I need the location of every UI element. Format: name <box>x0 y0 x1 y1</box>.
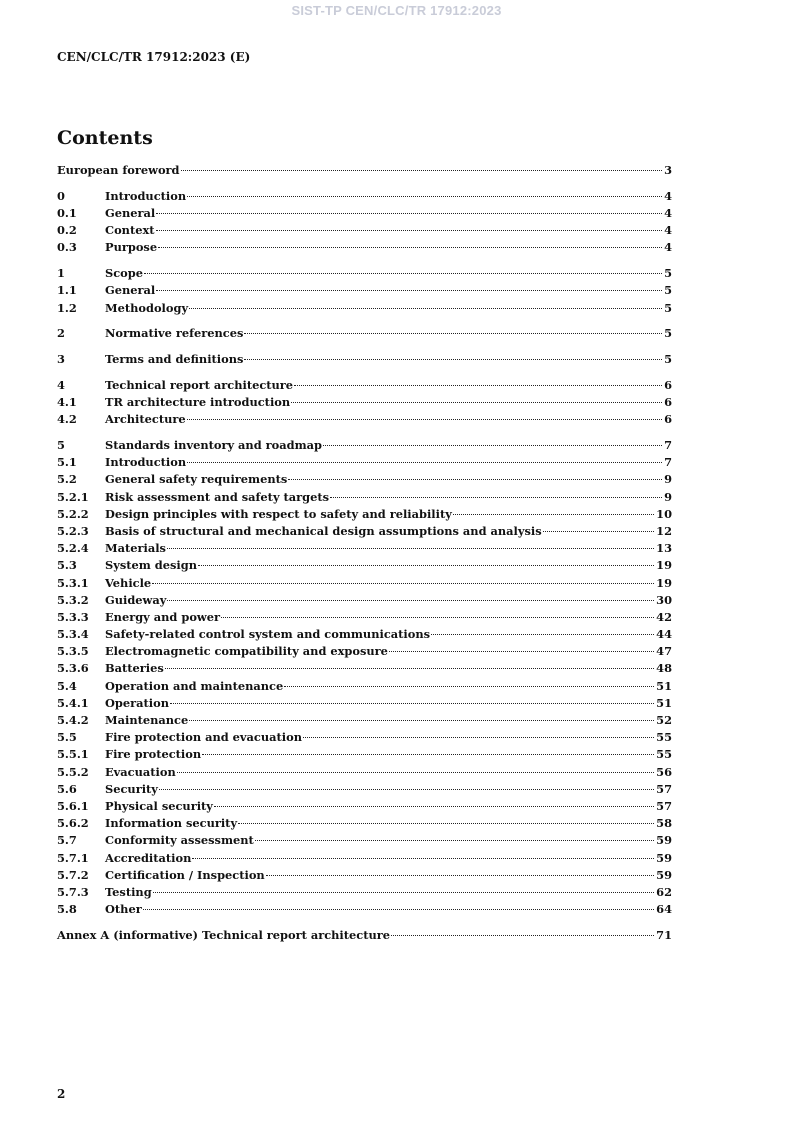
toc-entry-page: 6 <box>664 395 672 410</box>
toc-entry[interactable] <box>57 489 672 506</box>
toc-entry-title: Introduction <box>105 455 187 470</box>
toc-entry[interactable] <box>57 609 672 626</box>
toc-entry-page: 5 <box>664 283 672 298</box>
toc-dot-leader <box>165 668 654 669</box>
toc-entry[interactable] <box>57 239 672 256</box>
toc-entry-page: 56 <box>656 764 672 779</box>
toc-entry[interactable] <box>57 325 672 342</box>
page-title: Contents <box>57 127 153 149</box>
toc-entry-page: 62 <box>656 884 672 899</box>
toc-dot-leader <box>156 230 663 231</box>
toc-dot-leader <box>330 497 662 498</box>
toc-entry[interactable] <box>57 764 672 781</box>
toc-entry-number: 5.2 <box>57 472 77 487</box>
toc-entry[interactable] <box>57 643 672 660</box>
toc-entry-title: Maintenance <box>105 713 189 727</box>
toc-entry[interactable] <box>57 557 672 574</box>
toc-entry-page: 4 <box>664 188 672 203</box>
toc-entry-number: 5.5 <box>57 730 77 745</box>
toc-entry-title: Scope <box>105 266 143 281</box>
toc-entry-number: 5.2.2 <box>57 506 89 521</box>
toc-dot-leader <box>391 935 654 936</box>
toc-entry-title: Fire protection and evacuation <box>105 730 302 745</box>
toc-entry-title: Normative references <box>105 326 244 341</box>
toc-entry-number: 3 <box>57 352 65 367</box>
toc-entry[interactable] <box>57 300 672 317</box>
toc-dot-leader <box>192 858 654 859</box>
toc-entry-page: 4 <box>664 205 672 220</box>
toc-dot-leader <box>198 565 654 566</box>
toc-entry-number: 5.3.4 <box>57 627 89 642</box>
toc-entry-page: 5 <box>664 266 672 281</box>
toc-entry-title: Risk assessment and safety targets <box>105 489 330 504</box>
toc-entry-title: Guideway <box>105 592 167 607</box>
toc-entry-title: Annex A (informative) Technical report architecture <box>57 927 390 942</box>
toc-dot-leader <box>255 840 654 841</box>
watermark: SIST-TP CEN/CLC/TR 17912:2023 <box>291 3 502 18</box>
toc-entry-title: European foreword <box>57 163 180 177</box>
toc-entry-number: 5.6.2 <box>57 816 89 831</box>
toc-dot-leader <box>153 892 654 893</box>
toc-entry[interactable] <box>57 411 672 428</box>
toc-entry-page: 55 <box>656 730 672 745</box>
toc-entry-title: Fire protection <box>105 747 202 762</box>
toc-entry-number: 4 <box>57 377 65 392</box>
toc-dot-leader <box>221 617 654 618</box>
toc-entry-page: 5 <box>664 326 672 341</box>
toc-dot-leader <box>323 445 662 446</box>
toc-entry-page: 12 <box>656 523 672 538</box>
toc-entry-title: General safety requirements <box>105 472 288 487</box>
toc-entry-number: 2 <box>57 326 65 341</box>
toc-dot-leader <box>189 720 654 721</box>
toc-entry[interactable] <box>57 394 672 411</box>
toc-entry-title: TR architecture introduction <box>105 395 291 410</box>
toc-entry-number: 5.3 <box>57 558 77 573</box>
toc-entry-page: 4 <box>664 223 672 238</box>
toc-entry-number: 5.3.3 <box>57 609 89 624</box>
toc-entry-title: General <box>105 205 156 220</box>
toc-entry-number: 5.7.1 <box>57 850 89 865</box>
toc-entry-title: Batteries <box>105 661 164 676</box>
toc-dot-leader <box>266 875 654 876</box>
toc-entry[interactable] <box>57 660 672 677</box>
toc-entry-title: Design principles with respect to safety and reliability <box>105 506 452 521</box>
toc-entry[interactable] <box>57 695 672 712</box>
toc-entry-number: 5.6 <box>57 781 77 796</box>
toc-entry-number: 5 <box>57 438 65 452</box>
document-reference: CEN/CLC/TR 17912:2023 (E) <box>57 50 251 64</box>
toc-entry-number: 0 <box>57 188 65 203</box>
toc-entry-number: 5.3.6 <box>57 661 89 676</box>
toc-entry-number: 0.2 <box>57 223 77 238</box>
toc-entry[interactable] <box>57 162 672 179</box>
toc-dot-leader <box>244 359 662 360</box>
toc-entry-page: 57 <box>656 798 672 813</box>
toc-dot-leader <box>158 247 662 248</box>
toc-entry-page: 57 <box>656 781 672 796</box>
toc-entry-title: Technical report architecture <box>105 377 294 392</box>
toc-dot-leader <box>144 273 662 274</box>
toc-dot-leader <box>284 686 654 687</box>
toc-entry-page: 5 <box>664 352 672 367</box>
toc-dot-leader <box>143 909 654 910</box>
toc-entry-page: 59 <box>656 833 672 848</box>
toc-entry[interactable] <box>57 282 672 299</box>
toc-entry-page: 9 <box>664 489 672 504</box>
toc-entry[interactable] <box>57 377 672 394</box>
toc-entry-number: 5.3.2 <box>57 592 89 607</box>
toc-entry-page: 47 <box>656 644 672 659</box>
toc-entry-title: Other <box>105 902 142 917</box>
toc-entry-title: Terms and definitions <box>105 352 244 367</box>
toc-entry[interactable] <box>57 729 672 746</box>
toc-entry[interactable] <box>57 746 672 763</box>
toc-entry-page: 71 <box>656 927 672 942</box>
toc-entry-number: 5.2.3 <box>57 523 89 538</box>
toc-entry-page: 59 <box>656 867 672 882</box>
toc-entry[interactable] <box>57 471 672 488</box>
toc-entry[interactable] <box>57 678 672 695</box>
toc-entry-title: Certification / Inspection <box>105 867 265 882</box>
toc-dot-leader <box>244 333 662 334</box>
toc-entry[interactable] <box>57 626 672 643</box>
toc-entry[interactable] <box>57 712 672 729</box>
toc-dot-leader <box>294 385 662 386</box>
toc-entry[interactable] <box>57 506 672 523</box>
toc-entry-page: 10 <box>656 506 672 521</box>
toc-entry-page: 4 <box>664 240 672 255</box>
toc-entry-number: 1.2 <box>57 300 77 315</box>
toc-entry-number: 5.4.1 <box>57 695 89 710</box>
toc-entry-title: Basis of structural and mechanical design assumptions and analysis <box>105 523 542 538</box>
toc-dot-leader <box>288 479 662 480</box>
toc-entry-title: System design <box>105 558 197 573</box>
toc-entry-number: 5.3.5 <box>57 644 89 659</box>
toc-entry-number: 5.8 <box>57 902 77 917</box>
toc-dot-leader <box>543 531 654 532</box>
toc-entry[interactable] <box>57 884 672 901</box>
toc-entry-title: Electromagnetic compatibility and exposure <box>105 644 388 659</box>
toc-entry-number: 5.5.2 <box>57 764 89 779</box>
toc-entry[interactable] <box>57 265 672 282</box>
toc-entry-title: Conformity assessment <box>105 833 254 848</box>
toc-dot-leader <box>167 600 654 601</box>
toc-entry[interactable] <box>57 540 672 557</box>
toc-dot-leader <box>177 772 654 773</box>
toc-entry[interactable] <box>57 832 672 849</box>
toc-entry[interactable] <box>57 205 672 222</box>
toc-dot-leader <box>238 823 654 824</box>
toc-entry-number: 5.7 <box>57 833 77 848</box>
toc-entry-title: Vehicle <box>105 575 152 590</box>
toc-entry-page: 59 <box>656 850 672 865</box>
toc-entry-title: Energy and power <box>105 609 220 624</box>
toc-entry[interactable] <box>57 351 672 368</box>
toc-entry-number: 4.1 <box>57 395 77 410</box>
toc-entry-page: 51 <box>656 695 672 710</box>
toc-entry-title: General <box>105 283 156 298</box>
toc-entry-page: 44 <box>656 627 672 642</box>
toc-entry[interactable] <box>57 850 672 867</box>
toc-entry-number: 5.2.4 <box>57 541 89 556</box>
toc-entry-page: 3 <box>664 163 672 177</box>
toc-entry-title: Architecture <box>105 412 186 427</box>
table-of-contents <box>57 162 672 944</box>
toc-dot-leader <box>303 737 654 738</box>
toc-entry-title: Materials <box>105 541 166 556</box>
toc-entry-page: 6 <box>664 412 672 427</box>
toc-entry[interactable] <box>57 901 672 918</box>
toc-entry-page: 30 <box>656 592 672 607</box>
toc-entry-title: Operation and maintenance <box>105 678 284 693</box>
toc-entry-title: Operation <box>105 695 169 710</box>
toc-entry[interactable] <box>57 781 672 798</box>
toc-entry[interactable] <box>57 188 672 205</box>
toc-entry-title: Context <box>105 223 155 238</box>
toc-dot-leader <box>152 583 654 584</box>
toc-dot-leader <box>167 548 654 549</box>
toc-entry-page: 51 <box>656 678 672 693</box>
toc-dot-leader <box>202 754 654 755</box>
toc-entry-number: 5.4 <box>57 678 77 693</box>
toc-entry[interactable] <box>57 523 672 540</box>
toc-dot-leader <box>389 651 654 652</box>
toc-entry-title: Evacuation <box>105 764 176 779</box>
toc-entry-page: 58 <box>656 816 672 831</box>
toc-entry-title: Security <box>105 781 158 796</box>
toc-entry[interactable] <box>57 798 672 815</box>
toc-entry-number: 4.2 <box>57 412 77 427</box>
toc-entry-number: 5.7.3 <box>57 884 89 899</box>
toc-entry-page: 7 <box>664 455 672 470</box>
toc-entry-number: 5.3.1 <box>57 575 89 590</box>
toc-entry[interactable] <box>57 815 672 832</box>
toc-entry-number: 0.1 <box>57 205 77 220</box>
toc-entry[interactable] <box>57 592 672 609</box>
toc-entry-number: 5.6.1 <box>57 798 89 813</box>
toc-entry-page: 64 <box>656 902 672 917</box>
toc-dot-leader <box>181 170 663 171</box>
toc-entry[interactable] <box>57 222 672 239</box>
toc-entry-title: Safety-related control system and communications <box>105 627 431 642</box>
toc-dot-leader <box>214 806 654 807</box>
toc-entry-title: Purpose <box>105 240 158 255</box>
toc-entry-page: 52 <box>656 713 672 727</box>
toc-entry-page: 6 <box>664 377 672 392</box>
toc-entry-number: 5.1 <box>57 455 77 470</box>
toc-entry-title: Testing <box>105 884 152 899</box>
toc-entry[interactable] <box>57 454 672 471</box>
toc-entry-page: 7 <box>664 438 672 452</box>
toc-dot-leader <box>187 462 662 463</box>
toc-entry-number: 0.3 <box>57 240 77 255</box>
toc-dot-leader <box>156 213 662 214</box>
toc-entry-page: 5 <box>664 300 672 315</box>
toc-dot-leader <box>431 634 654 635</box>
toc-dot-leader <box>189 308 662 309</box>
toc-entry-title: Accreditation <box>105 850 192 865</box>
toc-dot-leader <box>187 196 662 197</box>
toc-entry[interactable] <box>57 867 672 884</box>
toc-entry-title: Physical security <box>105 798 213 813</box>
toc-entry-title: Introduction <box>105 188 187 203</box>
toc-entry-page: 19 <box>656 575 672 590</box>
toc-entry-title: Standards inventory and roadmap <box>105 438 322 452</box>
toc-entry-number: 5.7.2 <box>57 867 89 882</box>
toc-dot-leader <box>159 789 654 790</box>
toc-dot-leader <box>187 419 662 420</box>
toc-entry[interactable] <box>57 575 672 592</box>
toc-entry-number: 5.2.1 <box>57 489 89 504</box>
toc-entry[interactable] <box>57 927 672 944</box>
toc-entry-page: 9 <box>664 472 672 487</box>
toc-entry-number: 5.5.1 <box>57 747 89 762</box>
toc-entry-page: 42 <box>656 609 672 624</box>
toc-entry-title: Methodology <box>105 300 189 315</box>
toc-entry[interactable] <box>57 437 672 454</box>
toc-entry-number: 5.4.2 <box>57 713 89 727</box>
toc-entry-number: 1.1 <box>57 283 77 298</box>
toc-dot-leader <box>170 703 654 704</box>
toc-dot-leader <box>156 290 662 291</box>
toc-dot-leader <box>291 402 662 403</box>
toc-entry-page: 19 <box>656 558 672 573</box>
toc-entry-number: 1 <box>57 266 65 281</box>
toc-entry-page: 48 <box>656 661 672 676</box>
toc-entry-title: Information security <box>105 816 238 831</box>
toc-entry-page: 13 <box>656 541 672 556</box>
page-number: 2 <box>57 1087 66 1101</box>
toc-entry-page: 55 <box>656 747 672 762</box>
toc-dot-leader <box>453 514 654 515</box>
